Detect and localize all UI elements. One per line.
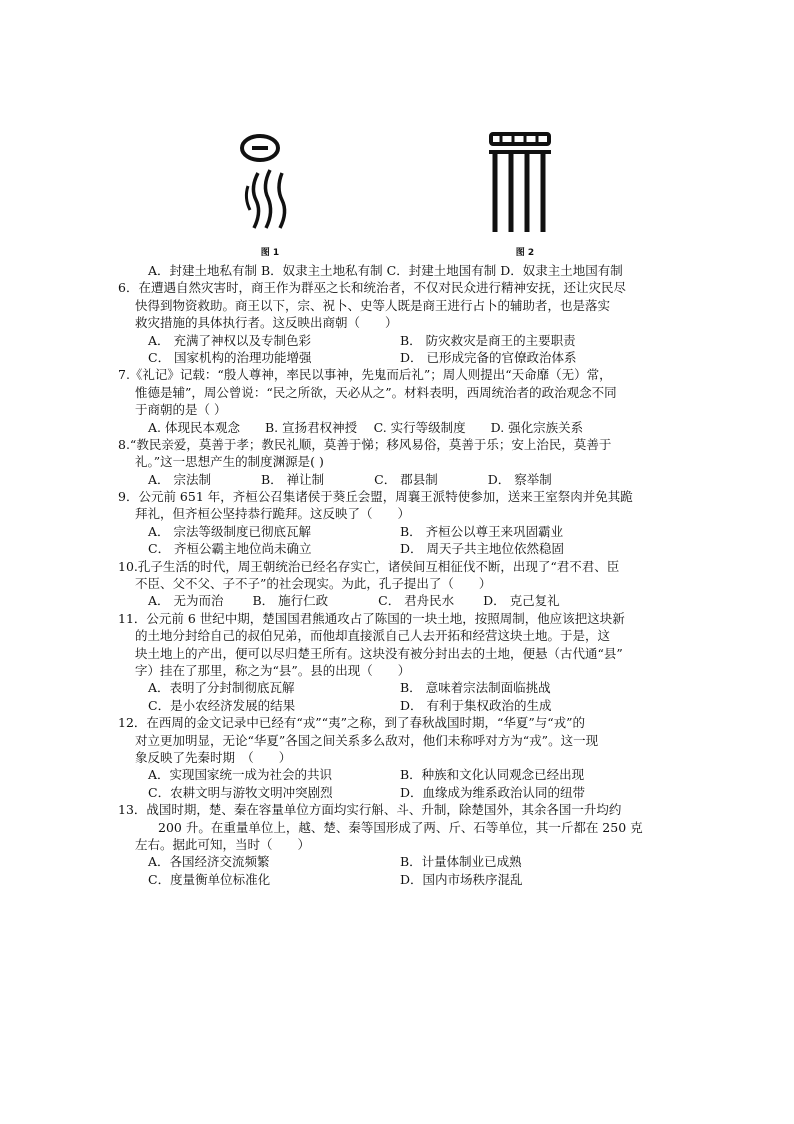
q7-line-3: 于商朝的是（ ） bbox=[135, 402, 227, 418]
q12-option-a[interactable]: A．实现国家统一成为社会的共识 bbox=[148, 767, 333, 783]
figure-1-caption: 图 1 bbox=[260, 248, 280, 258]
q9-option-c[interactable]: C． 齐桓公霸主地位尚未确立 bbox=[148, 541, 312, 557]
q13-option-d[interactable]: D．国内市场秩序混乱 bbox=[400, 871, 523, 887]
q13-options-ab bbox=[118, 853, 678, 870]
q12-line-1: 12．在西周的金文记录中已经有“戎”“夷”之称，到了春秋战国时期，“华夏”与“戎”的 bbox=[118, 715, 586, 731]
q10-line-2: 不臣、父不父、子不子”的社会现实。为此，孔子提出了（ ） bbox=[135, 576, 492, 592]
q11-line-4: 字）挂在了那里，称之为“县”。县的出现（ ） bbox=[135, 662, 411, 678]
q11-options-cd bbox=[118, 697, 678, 714]
figure-1 bbox=[230, 128, 310, 263]
oracle-bone-glyph-2-icon bbox=[485, 128, 565, 243]
q9-option-b[interactable]: B． 齐桓公以尊王来巩固霸业 bbox=[400, 523, 564, 539]
q8-line-1: 8.“教民亲爱，莫善于孝；教民礼顺，莫善于悌；移风易俗，莫善于乐；安上治民，莫善于 bbox=[118, 436, 612, 452]
q7-line-2: 惟德是辅”，周公曾说：“民之所欲，天必从之”。材料表明，西周统治者的政治观念不同 bbox=[135, 384, 617, 400]
q6-line-2: 快得到物资救助。商王以下，宗、祝卜、史等人既是商王进行占卜的辅助者，也是落实 bbox=[135, 297, 611, 313]
q10-options: A． 无为而治 B． 施行仁政 C． 君舟民水 D． 克己复礼 bbox=[148, 593, 560, 609]
q13-option-b[interactable]: B．计量体制业已成熟 bbox=[400, 854, 522, 870]
q6-option-b[interactable]: B． 防灾救灾是商王的主要职责 bbox=[400, 332, 576, 348]
q12-option-c[interactable]: C．农耕文明与游牧文明冲突剧烈 bbox=[148, 784, 333, 800]
q9-option-d[interactable]: D． 周天子共主地位依然稳固 bbox=[400, 541, 564, 557]
q13-line-2: 200 升。在重量单位上，越、楚、秦等国形成了两、斤、石等单位，其一斤都在 250 克 bbox=[158, 819, 643, 835]
q12-line-3: 象反映了先秦时期 （ ） bbox=[135, 749, 292, 765]
q9-option-a[interactable]: A． 宗法等级制度已彻底瓦解 bbox=[148, 523, 312, 539]
q9-line-1: 9．公元前 651 年，齐桓公召集诸侯于葵丘会盟，周襄王派特使参加，送来王室祭肉并免其跪 bbox=[118, 489, 633, 505]
q9-line-2: 拜礼，但齐桓公坚持恭行跪拜。这反映了（ ） bbox=[135, 506, 411, 522]
q7-options: A. 体现民本观念 B. 宣扬君权神授 C. 实行等级制度 D. 强化宗族关系 bbox=[148, 419, 584, 435]
q6-options-cd bbox=[118, 349, 678, 366]
q12-options-ab bbox=[118, 766, 678, 783]
q11-options-ab bbox=[118, 679, 678, 696]
figures-area bbox=[230, 128, 590, 263]
q6-option-c[interactable]: C． 国家机构的治理功能增强 bbox=[148, 349, 312, 365]
q9-options-cd bbox=[118, 540, 678, 557]
oracle-bone-glyph-1-icon bbox=[230, 128, 310, 243]
q6-option-a[interactable]: A． 充满了神权以及专制色彩 bbox=[148, 332, 312, 348]
q13-line-1: 13．战国时期，楚、秦在容量单位方面均实行斛、斗、升制，除楚国外，其余各国一升均约 bbox=[118, 802, 622, 818]
figure-2-caption: 图 2 bbox=[515, 248, 535, 258]
q12-line-2: 对立更加明显，无论“华夏”各国之间关系多么敌对，他们未称呼对方为“戎”。这一现 bbox=[135, 732, 599, 748]
q8-line-2: 礼。”这一思想产生的制度渊源是( ) bbox=[135, 454, 324, 470]
q9-options-ab bbox=[118, 523, 678, 540]
q10-line-1: 10.孔子生活的时代，周王朝统治已经名存实亡，诸侯间互相征伐不断，出现了“君不君、臣 bbox=[118, 558, 620, 574]
q11-option-c[interactable]: C．是小农经济发展的结果 bbox=[148, 697, 296, 713]
q7-line-1: 7.《礼记》记载：“殷人尊神，率民以事神，先鬼而后礼”；周人则提出“天命靡（无）常， bbox=[118, 367, 612, 383]
q13-options-cd bbox=[118, 871, 678, 888]
q6-options-ab bbox=[118, 332, 678, 349]
q11-option-a[interactable]: A．表明了分封制彻底瓦解 bbox=[148, 680, 295, 696]
q11-option-d[interactable]: D． 有利于集权政治的生成 bbox=[400, 697, 552, 713]
q13-option-a[interactable]: A．各国经济交流频繁 bbox=[148, 854, 270, 870]
q11-option-b[interactable]: B． 意味着宗法制面临挑战 bbox=[400, 680, 551, 696]
q12-option-d[interactable]: D．血缘成为维系政治认同的纽带 bbox=[400, 784, 586, 800]
q11-line-2: 的土地分封给自己的叔伯兄弟，而他却直接派自己人去开拓和经营这块土地。于是，这 bbox=[135, 628, 611, 644]
figure-2 bbox=[485, 128, 565, 263]
q8-options: A． 宗法制 B． 禅让制 C． 郡县制 D． 察举制 bbox=[148, 471, 552, 487]
q13-line-3: 左右。据此可知，当时（ ） bbox=[135, 836, 311, 852]
q11-line-3: 块土地上的产出，便可以尽归楚王所有。这块没有被分封出去的土地，便悬（古代通“县” bbox=[135, 645, 623, 661]
q13-option-c[interactable]: C．度量衡单位标准化 bbox=[148, 871, 271, 887]
q12-options-cd bbox=[118, 784, 678, 801]
q6-line-3: 救灾措施的具体执行者。这反映出商朝（ ） bbox=[135, 315, 398, 331]
q6-option-d[interactable]: D． 已形成完备的官僚政治体系 bbox=[400, 349, 577, 365]
questions-list bbox=[118, 262, 678, 888]
q12-option-b[interactable]: B．种族和文化认同观念已经出现 bbox=[400, 767, 585, 783]
q5-options: A．封建土地私有制 B．奴隶主土地私有制 C．封建土地国有制 D．奴隶主土地国有制 bbox=[148, 263, 623, 278]
q6-line-1: 6．在遭遇自然灾害时，商王作为群巫之长和统治者，不仅对民众进行精神安抚，还让灾民尽 bbox=[118, 280, 626, 296]
q11-line-1: 11．公元前 6 世纪中期，楚国国君熊通攻占了陈国的一块土地，按照周制，他应该把这块新 bbox=[118, 610, 625, 626]
